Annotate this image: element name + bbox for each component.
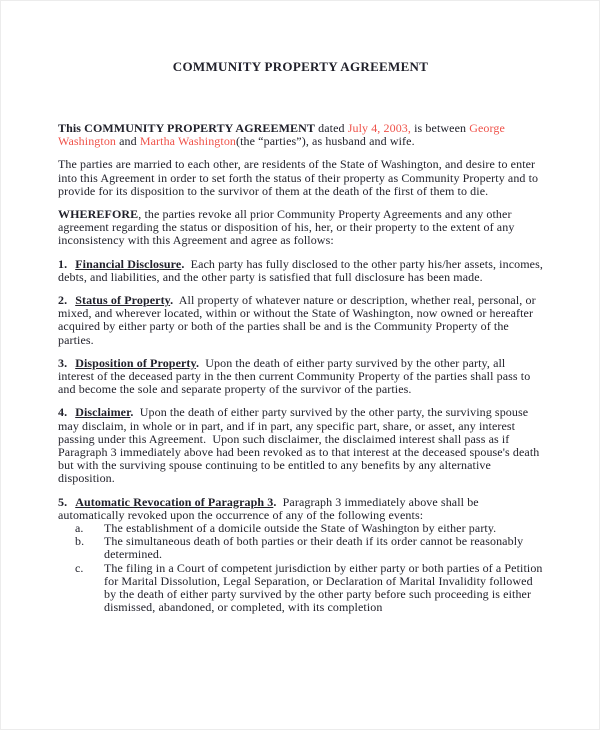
list-item-text: The simultaneous death of both parties or their death if its order cannot be reasonably determined. [104,534,527,562]
recitals-text: The parties are married to each other, are residents of the State of Washington, and desire to enter into this Agreement in order to set forth the status of their property as Community Property and to provide for its disposition to the survivor of them at the death of the first of them to die. [58,157,542,198]
section-heading: Disclaimer [75,405,131,420]
section-heading-period: . [130,405,134,420]
party2-name: Martha Washington [139,134,237,149]
section-body: Upon the death of either party survived by the other party, the surviving spouse may disclaim, in whole or in part, and if in part, any specific part, share, or asset, any interest passing under this Agreement. Upon such disclaimer, the disclaimed interest shall pass as if Paragraph 3 immediately above had been revoked as to that interest at the deceased spouse's death but with the surviving spouse continuing to be entitled to any benefits by any alternative disposition. [58,405,543,486]
section-heading-period: . [273,494,277,509]
wherefore-paragraph [58,208,543,248]
agreement-date: July 4, 2003, [347,121,412,135]
party1-name: George Washington [58,121,508,149]
section-heading: Financial Disclosure [75,256,182,271]
intro-and-label: and [116,134,140,149]
recitals-paragraph [58,158,543,198]
section-number: 4. [58,405,68,420]
intro-paragraph [58,122,543,148]
intro-dated-label: dated [315,121,348,135]
section-financial-disclosure [58,256,547,284]
section-heading: Status of Property [75,293,171,308]
list-item-c [58,560,546,615]
list-item-text: The establishment of a domicile outside the State of Washington by either party. [104,521,497,536]
section-body: Paragraph 3 immediately above shall be automatically revoked upon the occurrence of any of the following events: [58,494,482,522]
wherefore-body: , the parties revoke all prior Community Property Agreements and any other agreement regarding the status or disposition of his, her, or their property to the extent of any inconsistency with this Agreement and agree as follows: [58,207,518,248]
section-body: Each party has fully disclosed to the other party his/her assets, incomes, debts, and liabilities, and the other party is satisfied that full disclosure has been made. [58,256,547,284]
section-number: 2. [58,293,68,308]
section-heading: Disposition of Property [75,355,196,370]
section-body: All property of whatever nature or description, whether real, personal, or mixed, and wherever located, within or without the State of Washington, now owned or hereafter acquired by either party or both of the parties shall be and is the Community Property of the parties. [58,293,539,347]
section-heading-period: . [170,293,174,308]
section-automatic-revocation [58,496,543,522]
section-body: Upon the death of either party survived by the other party, all interest of the deceased party in the then current Community Property of the parties shall pass to and become the sole and separate property of the survivor of the parties. [58,355,534,397]
list-item-marker: a. [75,521,84,536]
section-heading: Automatic Revocation of Paragraph 3 [75,494,274,509]
section-disposition-of-property [58,357,543,397]
section-disclaimer [58,406,543,485]
section-number: 3. [58,355,68,370]
list-item-marker: b. [75,534,85,549]
document-title: COMMUNITY PROPERTY AGREEMENT [172,59,429,74]
section-heading-period: . [181,256,185,271]
section-number: 1. [58,256,68,271]
wherefore-lead: WHEREFORE [58,207,139,222]
intro-tail: (the “parties”), as husband and wife. [236,134,415,149]
list-item-marker: c. [75,560,84,575]
section-number: 5. [58,494,68,509]
section-heading-period: . [195,355,200,370]
revocation-events-list [58,521,546,615]
section-status-of-property [58,294,543,347]
list-item-text: The filing in a Court of competent jurisdiction by either party or both parties of a Petition for Marital Dissolution, Legal Separation, or Declaration of Marital Invalidity followed by the death of either party survived by the other party before such proceeding is either dismissed, abandoned, or completed, with its completion [104,560,546,615]
intro-lead: This COMMUNITY PROPERTY AGREEMENT [58,121,316,135]
list-item-b [58,535,543,561]
intro-between-label: is between [411,121,470,135]
